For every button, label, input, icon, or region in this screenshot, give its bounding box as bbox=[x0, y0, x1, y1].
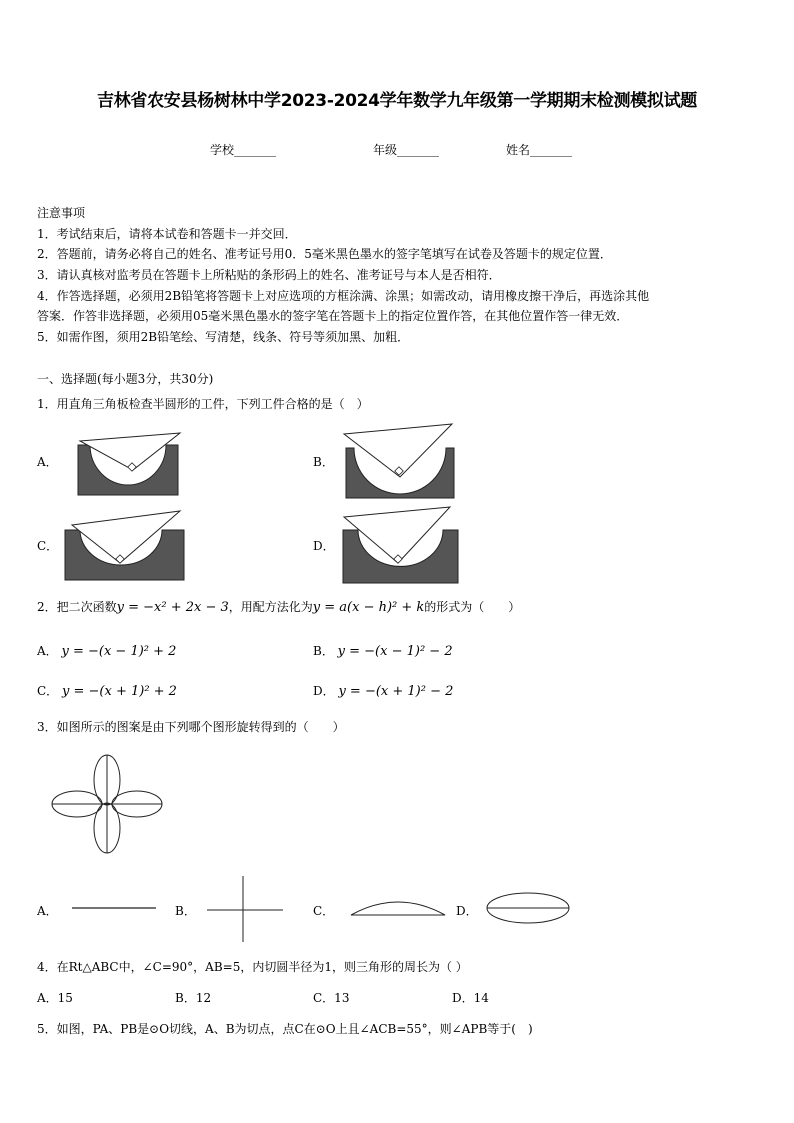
q2-option-a[interactable] bbox=[37, 642, 176, 659]
notice-item: 答案．作答非选择题，必须用05毫米黑色墨水的签字笔在答题卡上的指定位置作答，在其他位置作答一律无效． bbox=[37, 309, 629, 323]
notice-item: 1．考试结束后，请将本试卷和答题卡一并交回． bbox=[37, 227, 297, 241]
q3-pattern-figure bbox=[48, 750, 166, 856]
q2-stem-post: 的形式为（ ） bbox=[424, 600, 521, 614]
section-heading: 一、选择题(每小题3分，共30分) bbox=[37, 372, 214, 386]
question-4-stem: 4．在Rt△ABC中，∠C=90°，AB=5，内切圆半径为1，则三角形的周长为（ ） bbox=[37, 960, 468, 974]
q2-option-d-label: D． bbox=[313, 684, 335, 698]
q3-option-b-label[interactable]: B． bbox=[175, 904, 196, 918]
q2-option-a-label: A． bbox=[37, 644, 58, 658]
q2-option-b-expr: y = −(x − 1)² − 2 bbox=[337, 644, 453, 659]
q1-option-c-label[interactable]: C． bbox=[37, 539, 59, 553]
q3-option-d-label[interactable]: D． bbox=[456, 904, 478, 918]
q2-option-c[interactable] bbox=[37, 682, 177, 699]
q2-option-d-expr: y = −(x + 1)² − 2 bbox=[338, 684, 454, 699]
q2-option-d[interactable] bbox=[313, 682, 453, 699]
q4-option-b[interactable]: B．12 bbox=[175, 991, 212, 1005]
notice-heading: 注意事项 bbox=[37, 206, 86, 220]
q2-option-b-label: B． bbox=[313, 644, 334, 658]
q2-stem-pre: 2．把二次函数 bbox=[37, 600, 117, 614]
question-5-stem: 5．如图，PA、PB是⊙O切线，A、B为切点，点C在⊙O上且∠ACB=55°，则∠APB等于( ) bbox=[37, 1022, 533, 1036]
q1-option-c-figure bbox=[62, 505, 188, 583]
school-field[interactable]: 学校_______ bbox=[210, 143, 277, 157]
notice-item: 2．答题前，请务必将自己的姓名、准考证号用0．5毫米黑色墨水的签字笔填写在试卷及答题卡的规定位置． bbox=[37, 247, 612, 261]
q2-option-a-expr: y = −(x − 1)² + 2 bbox=[61, 644, 177, 659]
q1-option-d-figure bbox=[340, 505, 462, 585]
question-2-stem bbox=[37, 598, 520, 615]
q1-option-b-label[interactable]: B． bbox=[313, 455, 334, 469]
q2-option-c-expr: y = −(x + 1)² + 2 bbox=[62, 684, 177, 699]
notice-item: 5．如需作图，须用2B铅笔绘、写清楚，线条、符号等须加黑、加粗． bbox=[37, 330, 410, 344]
q4-option-c[interactable]: C．13 bbox=[313, 991, 350, 1005]
question-1-stem: 1．用直角三角板检查半圆形的工件，下列工件合格的是（ ） bbox=[37, 397, 369, 411]
q2-vertex-form: y = a(x − h)² + k bbox=[312, 600, 425, 615]
q1-option-b-figure bbox=[338, 420, 460, 502]
page-title: 吉林省农安县杨树林中学2023-2024学年数学九年级第一学期期末检测模拟试题 bbox=[97, 91, 697, 111]
name-field[interactable]: 姓名_______ bbox=[506, 143, 573, 157]
q2-option-b[interactable] bbox=[313, 642, 453, 659]
q4-option-d[interactable]: D．14 bbox=[452, 991, 489, 1005]
q1-option-a-label[interactable]: A． bbox=[37, 455, 58, 469]
q3-option-d-figure bbox=[484, 890, 572, 926]
q3-option-a-figure bbox=[70, 898, 160, 918]
notice-item: 4．作答选择题，必须用2B铅笔将答题卡上对应选项的方框涂满、涂黑；如需改动，请用橡皮擦干净后，再选涂其他 bbox=[37, 289, 650, 303]
q2-function: y = −x² + 2x − 3 bbox=[116, 600, 229, 615]
question-3-stem: 3．如图所示的图案是由下列哪个图形旋转得到的（ ） bbox=[37, 720, 345, 734]
q3-option-b-figure bbox=[205, 874, 285, 944]
q3-option-c-figure bbox=[348, 895, 448, 920]
grade-field[interactable]: 年级_______ bbox=[373, 143, 440, 157]
q3-option-c-label[interactable]: C． bbox=[313, 904, 335, 918]
q1-option-d-label[interactable]: D． bbox=[313, 539, 335, 553]
notice-item: 3．请认真核对监考员在答题卡上所粘贴的条形码上的姓名、准考证号与本人是否相符． bbox=[37, 268, 501, 282]
q3-option-a-label[interactable]: A． bbox=[37, 904, 58, 918]
q4-option-a[interactable]: A．15 bbox=[37, 991, 73, 1005]
q1-option-a-figure bbox=[68, 425, 186, 503]
q2-option-c-label: C． bbox=[37, 684, 59, 698]
q2-stem-mid: ，用配方法化为 bbox=[228, 600, 313, 614]
